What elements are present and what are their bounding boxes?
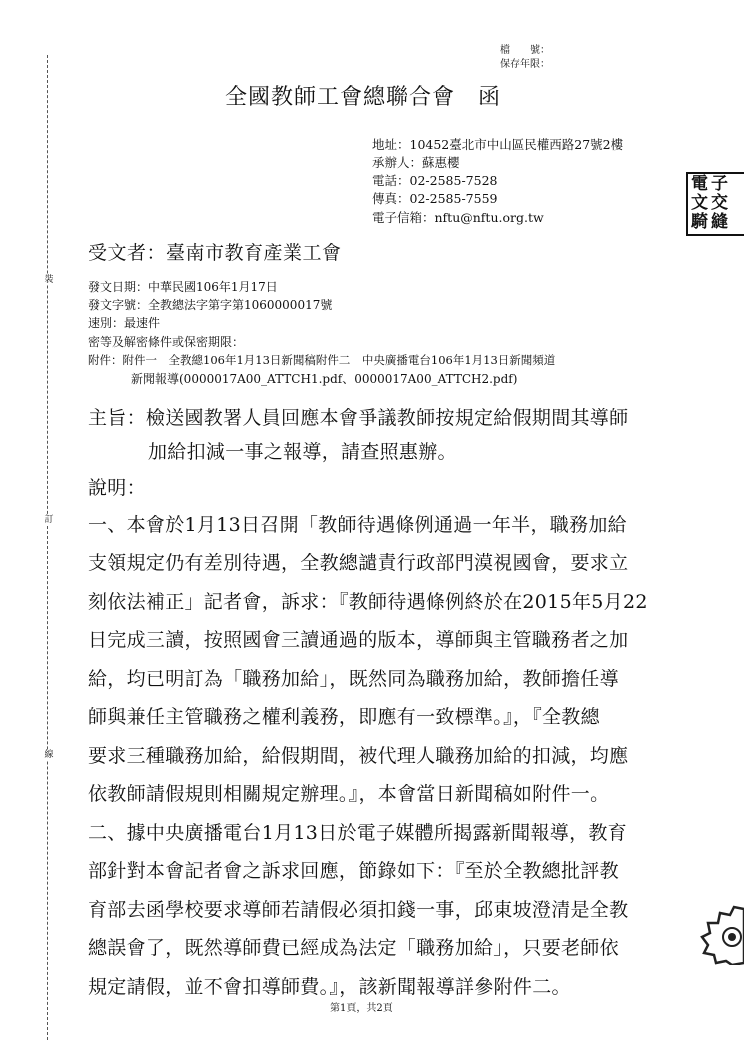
recipient: 受文者：臺南市教育產業工會	[88, 242, 342, 264]
electronic-document-stamp	[686, 172, 744, 236]
body-line: 依教師請假規則相關規定辦理。』，本會當日新聞稿如附件一。	[88, 783, 610, 805]
attachments-line-1: 附件：附件一 全教總106年1月13日新聞稿附件二 中央廣播電台106年1月13日新聞頻道	[88, 353, 556, 367]
stamp-char: 交	[711, 193, 728, 213]
body-line: 二、據中央廣播電台1月13日於電子媒體所揭露新聞報導，教育	[88, 822, 627, 844]
secrecy-level: 密等及解密條件或保密期限：	[88, 335, 245, 349]
seal-stamp-icon	[700, 905, 744, 965]
contact-phone: 電話：02-2585-7528	[372, 173, 498, 188]
contact-fax: 傳真：02-2585-7559	[372, 191, 498, 206]
stamp-char: 電	[691, 174, 708, 194]
binding-char-ding: 訂	[44, 515, 54, 525]
stamp-char: 文	[691, 193, 708, 213]
contact-address: 地址：10452臺北市中山區民權西路27號2樓	[372, 137, 624, 152]
body-line: 師與兼任主管職務之權利義務，即應有一致標準。』，『全教總	[88, 706, 600, 728]
body-line: 給，均已明訂為「職務加給」，既然同為職務加給，教師擔任導	[88, 668, 619, 690]
delivery-speed: 速別：最速件	[88, 316, 161, 330]
stamp-char: 騎	[691, 212, 708, 232]
stamp-char: 縫	[711, 212, 728, 232]
stamp-char: 子	[711, 174, 728, 194]
body-line: 刻依法補正」記者會，訴求：『教師待遇條例終於在2015年5月22	[88, 591, 648, 613]
file-number-label: 檔 號：	[500, 45, 550, 56]
body-line: 規定請假，並不會扣導師費。』，該新聞報導詳參附件二。	[88, 976, 571, 998]
document-number: 發文字號：全教總法字第字第1060000017號	[88, 298, 333, 312]
document-title: 全國教師工會總聯合會 函	[225, 85, 502, 110]
subject-line-1: 主旨：檢送國教署人員回應本會爭議教師按規定給假期間其導師	[88, 407, 629, 429]
contact-email: 電子信箱：nftu@nftu.org.tw	[372, 210, 544, 225]
page-number: 第1頁，共2頁	[330, 1003, 393, 1014]
explanation-label: 說明：	[88, 477, 146, 499]
body-line: 支領規定仍有差別待遇，全教總譴責行政部門漠視國會，要求立	[88, 552, 629, 574]
subject-line-2: 加給扣減一事之報導，請查照惠辦。	[148, 441, 457, 463]
binding-char-xian: 線	[44, 750, 54, 760]
binding-line	[47, 55, 48, 1040]
body-line: 總誤會了，既然導師費已經成為法定「職務加給」，只要老師依	[88, 937, 619, 959]
issue-date: 發文日期：中華民國106年1月17日	[88, 280, 278, 294]
body-line: 一、本會於1月13日召開「教師待遇條例通過一年半，職務加給	[88, 514, 627, 536]
body-line: 育部去函學校要求導師若請假必須扣錢一事，邱東坡澄清是全教	[88, 899, 629, 921]
contact-handler: 承辦人：蘇惠櫻	[372, 155, 460, 170]
retention-period-label: 保存年限：	[500, 59, 550, 70]
binding-char-zhuang: 裝	[44, 275, 54, 285]
attachments-line-2: 新聞報導(0000017A00_ATTCH1.pdf、0000017A00_ATTCH2.pdf)	[131, 372, 518, 386]
body-line: 部針對本會記者會之訴求回應，節錄如下：『至於全教總批評教	[88, 860, 619, 882]
body-line: 日完成三讀，按照國會三讀通過的版本，導師與主管職務者之加	[88, 629, 629, 651]
body-line: 要求三種職務加給，給假期間，被代理人職務加給的扣減，均應	[88, 745, 629, 767]
